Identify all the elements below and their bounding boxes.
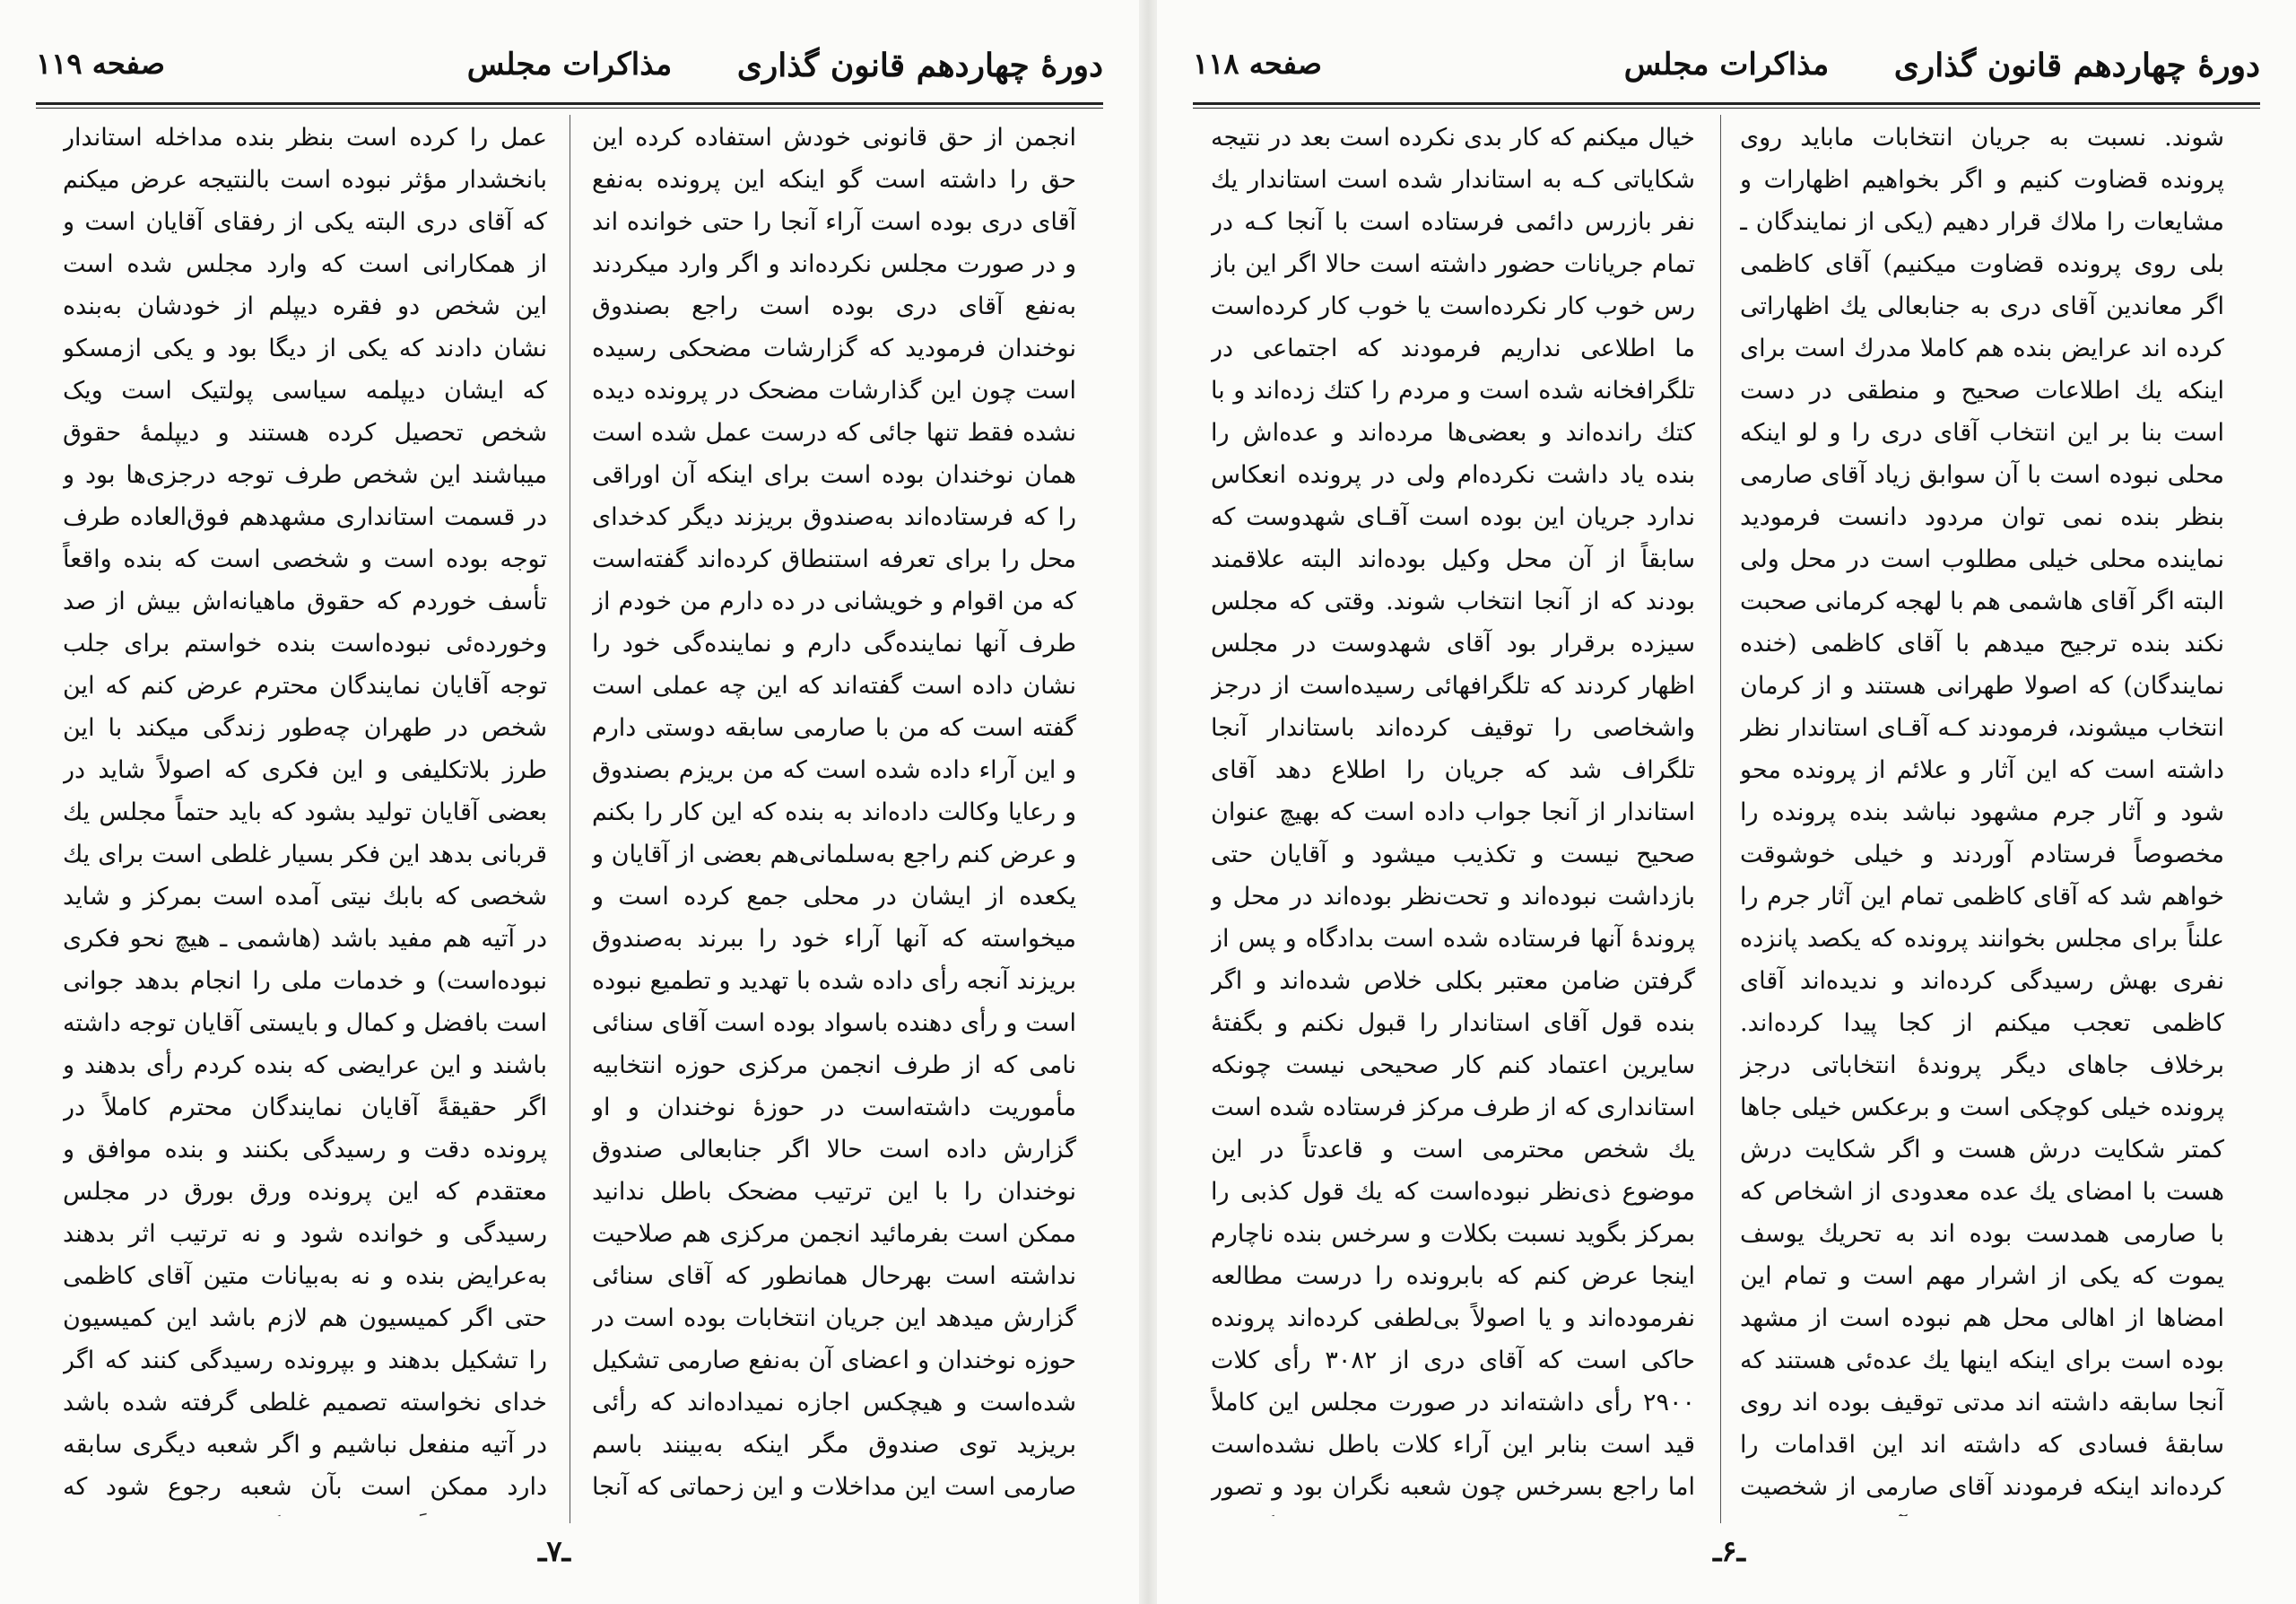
session-title: دورهٔ چهاردهم قانون گذاری: [736, 47, 1103, 84]
body-text: شوند. نسبت به جریان انتخابات مابايد روی پرونده قضاوت کنیم و اگر بخواهیم اظهارات و مشایعات را ملاك قرار دهیم (یکی از نمایندگان ـ بلی روی پرونده قضاوت میکنیم) آقای کاظمی اگر معاندین آقای دری به جنابعالی یك اظهاراتی کرده اند عرایض بنده هم کاملا مدرك است برای اینکه یك اطلاعات صحیح و منطقی در دست است بنا بر این انتخاب آقای دری را و لو اینکه محلی نبوده است با آن سوابق زیاد آقای صارمی بنظر بنده نمی توان مردود دانست فرمودید نماینده محلی خیلی مطلوب است در محل ولی البته اگر آقای هاشمی هم با لهجه کرمانی صحبت نکند بنده ترجیح میدهم با آقای کاظمی (خنده نمایندگان) که اصولا طهرانی هستند و از کرمان انتخاب میشوند، فرمودند کـه آقـای استاندار نظر داشته است که این آثار و علائم از پرونده محو شود و آثار جرم مشهود نباشد بنده پرونده را مخصوصاً فرستادم آوردند و خیلی خوشوقت خواهم شد که آقای کاظمی تمام این آثار جرم را علناً برای مجلس بخوانند پرونده که یکصد پانزده نفری بهش رسیدگی کرده‌اند و ندیده‌اند آقای کاظمی تعجب میکنم از کجا پیدا کرده‌اند. برخلاف جاهای دیگر پروندهٔ انتخاباتی درجز پرونده خیلی کوچکی است و برعکس خیلی جاها کمتر شکایت درش هست و اگر شکایت درش هست با امضای یك عده معدودی از اشخاص که با صارمی همدست بوده اند به تحریك یوسف یموت که یکی از اشرار مهم است و تمام این امضاها از اهالی محل هم نبوده است از مشهد بوده است برای اینکه اینها یك عده‌ئی هستند که آنجا سابقه داشته اند مدتی توقیف بوده اند روی سابقهٔ فسادی که داشته اند این اقدامات را کرده‌اند اینکه فرمودند آقای صارمی از شخصیت: [1740, 124, 2224, 1501]
page-footer-number: ـ۶ـ: [1713, 1534, 1745, 1568]
left-page: [0, 0, 1139, 1604]
page-number-label: صفحه ۱۱۸: [1193, 47, 1322, 81]
body-text: عمل را کرده است بنظر بنده مداخله استاندار بانخشدار مؤثر نبوده است بالنتیجه عرض میکنم که آقای دری البته یکی از رفقای آقایان است و از همکارانی است که وارد مجلس شده است این شخص دو فقره دیپلم از خودشان به‌بنده نشان دادند که یکی از دیگا بود و یکی ازمسکو که ایشان دیپلمه سیاسی پولتیک است ویک شخص تحصیل کرده هستند و دیپلمهٔ حقوق میباشند این شخص طرف توجه درجزی‌ها بود و در قسمت استانداری مشهدهم فوق‌العاده طرف توجه بوده است و شخصی است که بنده واقعاً تأسف خوردم که حقوق ماهیانه‌اش بیش از صد وخورده‌ئی نبوده‌است بنده خواستم برای جلب توجه آقایان نمایندگان محترم عرض کنم که این شخص در طهران چه‌طور زندگی میکند با این طرز بلاتکلیفی و این فکری که اصولاً شاید در بعضی آقایان تولید بشود که باید حتماً مجلس یك قربانی بدهد این فکر بسیار غلطی است برای یك شخصی که بابك نیتی آمده است بمرکز و شاید در آتیه هم مفید باشد (هاشمی ـ هیچ نحو فکری نبوده‌است) و خدمات ملی را انجام بدهد جوانی است بافضل و کمال و بایستی آقایان توجه داشته باشند و این عرایضی که بنده کردم رأی بدهند و اگر حقیقةً آقایان نمایندگان محترم کاملاً در پرونده دقت و رسیدگی بکنند و بنده موافق و معتقدم که این پرونده ورق بورق در مجلس رسیدگی و خوانده شود و نه ترتیب اثر بدهند به‌عرایض بنده و نه به‌بیانات متین آقای کاظمی حتی اگر کمیسیون هم لازم باشد این کمیسیون را تشکیل بدهند و بپرونده رسیدگی کنند که اگر خدای نخواسته تصمیم غلطی گرفته شده باشد در آتیه منفعل نباشیم و اگر شعبه دیگری سابقه دارد ممکن است بآن شعبه رجوع شود که: [63, 124, 547, 1501]
page-header: [36, 47, 1103, 100]
body-text: انجمن از حق قانونی خودش استفاده کرده این حق را داشته است گو اینکه این پرونده به‌نفع آقای دری بوده است آراء آنجا را حتی خوانده اند و در صورت مجلس نکرده‌اند و اگر وارد میکردند به‌نفع آقای دری بوده است راجع بصندوق نوخندان فرمودید که گزارشات مضحکی رسیده است چون این گذارشات مضحک در پرونده دیده نشده فقط تنها جائی که درست عمل شده است همان نوخندان بوده است برای اینکه آن اوراقی را که فرستاده‌اند به‌صندوق بریزند دیگر کدخدای محل را برای تعرفه استنطاق کرده‌اند گفته‌است که من اقوام و خویشانی در ده دارم من خودم از طرف آنها نماینده‌گی دارم و نماینده‌گی خود را نشان داده است گفته‌اند که این چه عملی است گفته است که من با صارمی سابقه دوستی دارم و این آراء داده شده است که من بریزم بصندوق و رعایا وکالت داده‌اند به بنده که این کار را بکنم و عرض کنم راجع به‌سلمانی‌هم بعضی از آقایان و یکعده از ایشان در محلی جمع کرده است و میخواسته که آنها آراء خود را ببرند به‌صندوق بریزند آنجه رأی داده شده با تهدید و تطمیع نبوده است و رأی دهنده باسواد بوده است آقای سنائی نامی که از طرف انجمن مرکزی حوزه انتخابیه مأموریت داشته‌است در حوزهٔ نوخندان و او گزارش داده است حالا اگر جنابعالی صندوق نوخندان را با این ترتیب مضحک باطل ندانید ممکن است بفرمائید انجمن مرکزی هم صلاحیت نداشته است بهرحال همانطور که آقای سنائی گزارش میدهد این جریان انتخابات بوده است در حوزه نوخندان و اعضای آن به‌نفع صارمی تشکیل شده‌است و هیچکس اجازه نمیداده‌اند که رأئی بریزید توی صندوق مگر اینکه به‌بینند باسم صارمی است این مداخلات و این زحماتی که آنجا: [592, 124, 1076, 1501]
proceedings-title: مذاکرات مجلس: [1623, 47, 1830, 83]
page-number-label: صفحه ۱۱۹: [36, 47, 165, 81]
header-rule: [36, 102, 1103, 105]
text-column-left: [1211, 117, 1695, 1516]
header-rule: [1193, 102, 2260, 105]
header-rule-thin: [36, 108, 1103, 109]
text-column-right: [592, 117, 1076, 1516]
column-divider: [1720, 115, 1721, 1523]
session-title: دورهٔ چهاردهم قانون گذاری: [1893, 47, 2260, 84]
text-column-left: [63, 117, 547, 1516]
right-page: [1157, 0, 2296, 1604]
page-footer-number: ـ۷ـ: [538, 1534, 570, 1568]
body-text: خیال میکنم که کار بدی نکرده است بعد در نتیجه شکایاتی کـه به استاندار شده است استاندار یك نفر بازرس دائمی فرستاده است با آنجا کـه در تمام جریانات حضور داشته است حالا اگر این باز رس خوب کار نکرده‌است یا خوب کار کرده‌است ما اطلاعی نداریم فرمودند که اجتماعی در تلگرافخانه شده است و مردم را کتك زده‌اند و با کتك رانده‌اند و بعضی‌ها مرده‌اند و عده‌اش را بنده یاد داشت نکرده‌ام ولی در پرونده انعکاس ندارد جریان این بوده است آقـای شهدوست که سابقاً از آن محل وکیل بوده‌اند البته علاقمند بودند که از آنجا انتخاب شوند. وقتی که مجلس سیزده برقرار بود آقای شهدوست در مجلس اظهار کردند که تلگرافهائی رسیده‌است از درجز واشخاصی را توقیف کرده‌اند باستاندار آنجا تلگراف شد که جریان را اطلاع دهد آقای استاندار از آنجا جواب داده است که بهیچ عنوان صحیح نیست و تکذیب میشود و آقایان حتی بازداشت نبوده‌اند و تحت‌نظر بوده‌اند در محل و پروندهٔ آنها فرستاده شده است بدادگاه و پس از گرفتن ضامن معتبر بکلی خلاص شده‌اند و اگر بنده قول آقای استاندار را قبول نکنم و بگفتهٔ سایرین اعتماد کنم کار صحیحی نیست چونکه استانداری که از طرف مرکز فرستاده شده است یك شخص محترمی است و قاعدتاً در این موضوع ذی‌نظر نبوده‌است که یك قول کذبی را بمرکز بگوید نسبت بکلات و سرخس بنده ناچارم اینجا عرض کنم که بابرونده را درست مطالعه نفرموده‌اند و یا اصولاً بی‌لطفی کرده‌اند پرونده حاکی است که آقای دری از ۳۰۸۲ رأی کلات ۲۹۰۰ رأی داشته‌اند در صورت مجلس این کاملاً قید است بنابر این آراء کلات باطل نشده‌است اما راجع بسرخس چون شعبه نگران بود و تصور: [1211, 124, 1695, 1501]
proceedings-title: مذاکرات مجلس: [466, 47, 673, 83]
page-header: [1193, 47, 2260, 100]
text-column-right: [1740, 117, 2224, 1516]
page-gutter: [1139, 0, 1157, 1604]
header-rule-thin: [1193, 108, 2260, 109]
